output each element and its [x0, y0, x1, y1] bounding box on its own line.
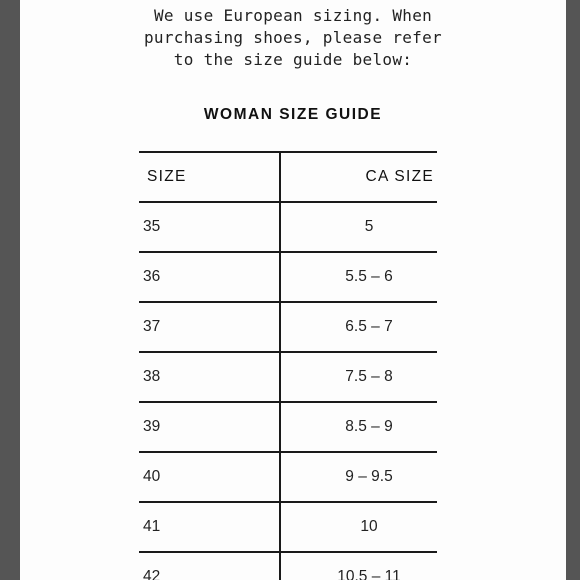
size-cell: 41	[139, 502, 280, 552]
table-row	[139, 202, 437, 252]
table-row	[139, 502, 437, 552]
ca-size-cell: 5.5 – 6	[280, 252, 437, 302]
size-cell: 37	[139, 302, 280, 352]
intro-line: to the size guide below:	[173, 50, 413, 69]
ca-size-cell: 10	[280, 502, 437, 552]
size-guide-title: WOMAN SIZE GUIDE	[203, 106, 383, 123]
size-cell: 42	[139, 552, 280, 580]
column-header-size: SIZE	[139, 152, 280, 202]
table-row	[139, 402, 437, 452]
table-row	[139, 252, 437, 302]
table-header-row	[139, 152, 437, 202]
right-border	[566, 0, 580, 580]
left-border	[0, 0, 20, 580]
size-cell: 39	[139, 402, 280, 452]
ca-size-cell: 9 – 9.5	[280, 452, 437, 502]
ca-size-cell: 7.5 – 8	[280, 352, 437, 402]
ca-size-cell: 6.5 – 7	[280, 302, 437, 352]
table-row	[139, 302, 437, 352]
intro-line: We use European sizing. When	[153, 6, 433, 25]
intro-line: purchasing shoes, please refer	[144, 28, 442, 47]
size-cell: 35	[139, 202, 280, 252]
table-row	[139, 552, 437, 580]
size-cell: 36	[139, 252, 280, 302]
intro-text	[20, 5, 566, 71]
table-row	[139, 452, 437, 502]
column-header-ca-size: CA SIZE	[280, 152, 437, 202]
ca-size-cell: 8.5 – 9	[280, 402, 437, 452]
size-guide-table	[139, 151, 437, 580]
ca-size-cell: 5	[280, 202, 437, 252]
ca-size-cell: 10.5 – 11	[280, 552, 437, 580]
size-cell: 40	[139, 452, 280, 502]
table-row	[139, 352, 437, 402]
size-cell: 38	[139, 352, 280, 402]
